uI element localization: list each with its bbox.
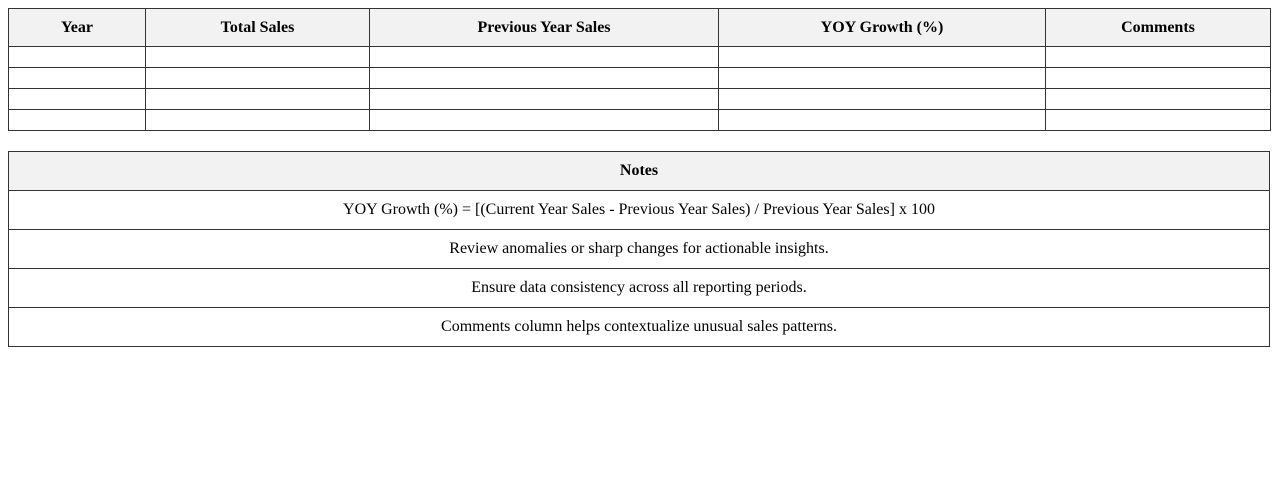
list-item	[9, 230, 1270, 269]
note-data-consistency: Ensure data consistency across all reporting periods.	[9, 269, 1270, 308]
note-review-anomalies: Review anomalies or sharp changes for actionable insights.	[9, 230, 1270, 269]
cell-previous-year-sales	[370, 89, 719, 110]
header-comments: Comments	[1046, 9, 1271, 47]
header-previous-year-sales: Previous Year Sales	[370, 9, 719, 47]
cell-total-sales	[146, 89, 370, 110]
cell-previous-year-sales	[370, 110, 719, 131]
cell-yoy-growth	[719, 110, 1046, 131]
notes-header-row	[9, 152, 1270, 191]
table-row	[9, 110, 1271, 131]
page-content	[8, 8, 1270, 347]
cell-year	[9, 89, 146, 110]
list-item	[9, 269, 1270, 308]
cell-comments	[1046, 47, 1271, 68]
cell-total-sales	[146, 68, 370, 89]
header-yoy-growth: YOY Growth (%)	[719, 9, 1046, 47]
cell-comments	[1046, 110, 1271, 131]
sales-table	[8, 8, 1271, 131]
cell-year	[9, 68, 146, 89]
note-yoy-formula: YOY Growth (%) = [(Current Year Sales - Previous Year Sales) / Previous Year Sales] x 100	[9, 191, 1270, 230]
cell-previous-year-sales	[370, 47, 719, 68]
cell-yoy-growth	[719, 89, 1046, 110]
cell-total-sales	[146, 110, 370, 131]
note-comments-column: Comments column helps contextualize unusual sales patterns.	[9, 308, 1270, 347]
header-total-sales: Total Sales	[146, 9, 370, 47]
list-item	[9, 308, 1270, 347]
table-row	[9, 68, 1271, 89]
notes-table	[8, 151, 1270, 347]
cell-total-sales	[146, 47, 370, 68]
sales-header-row	[9, 9, 1271, 47]
table-row	[9, 47, 1271, 68]
cell-previous-year-sales	[370, 68, 719, 89]
table-row	[9, 89, 1271, 110]
notes-header: Notes	[9, 152, 1270, 191]
cell-year	[9, 47, 146, 68]
header-year: Year	[9, 9, 146, 47]
cell-yoy-growth	[719, 47, 1046, 68]
cell-comments	[1046, 89, 1271, 110]
cell-yoy-growth	[719, 68, 1046, 89]
list-item	[9, 191, 1270, 230]
cell-year	[9, 110, 146, 131]
cell-comments	[1046, 68, 1271, 89]
